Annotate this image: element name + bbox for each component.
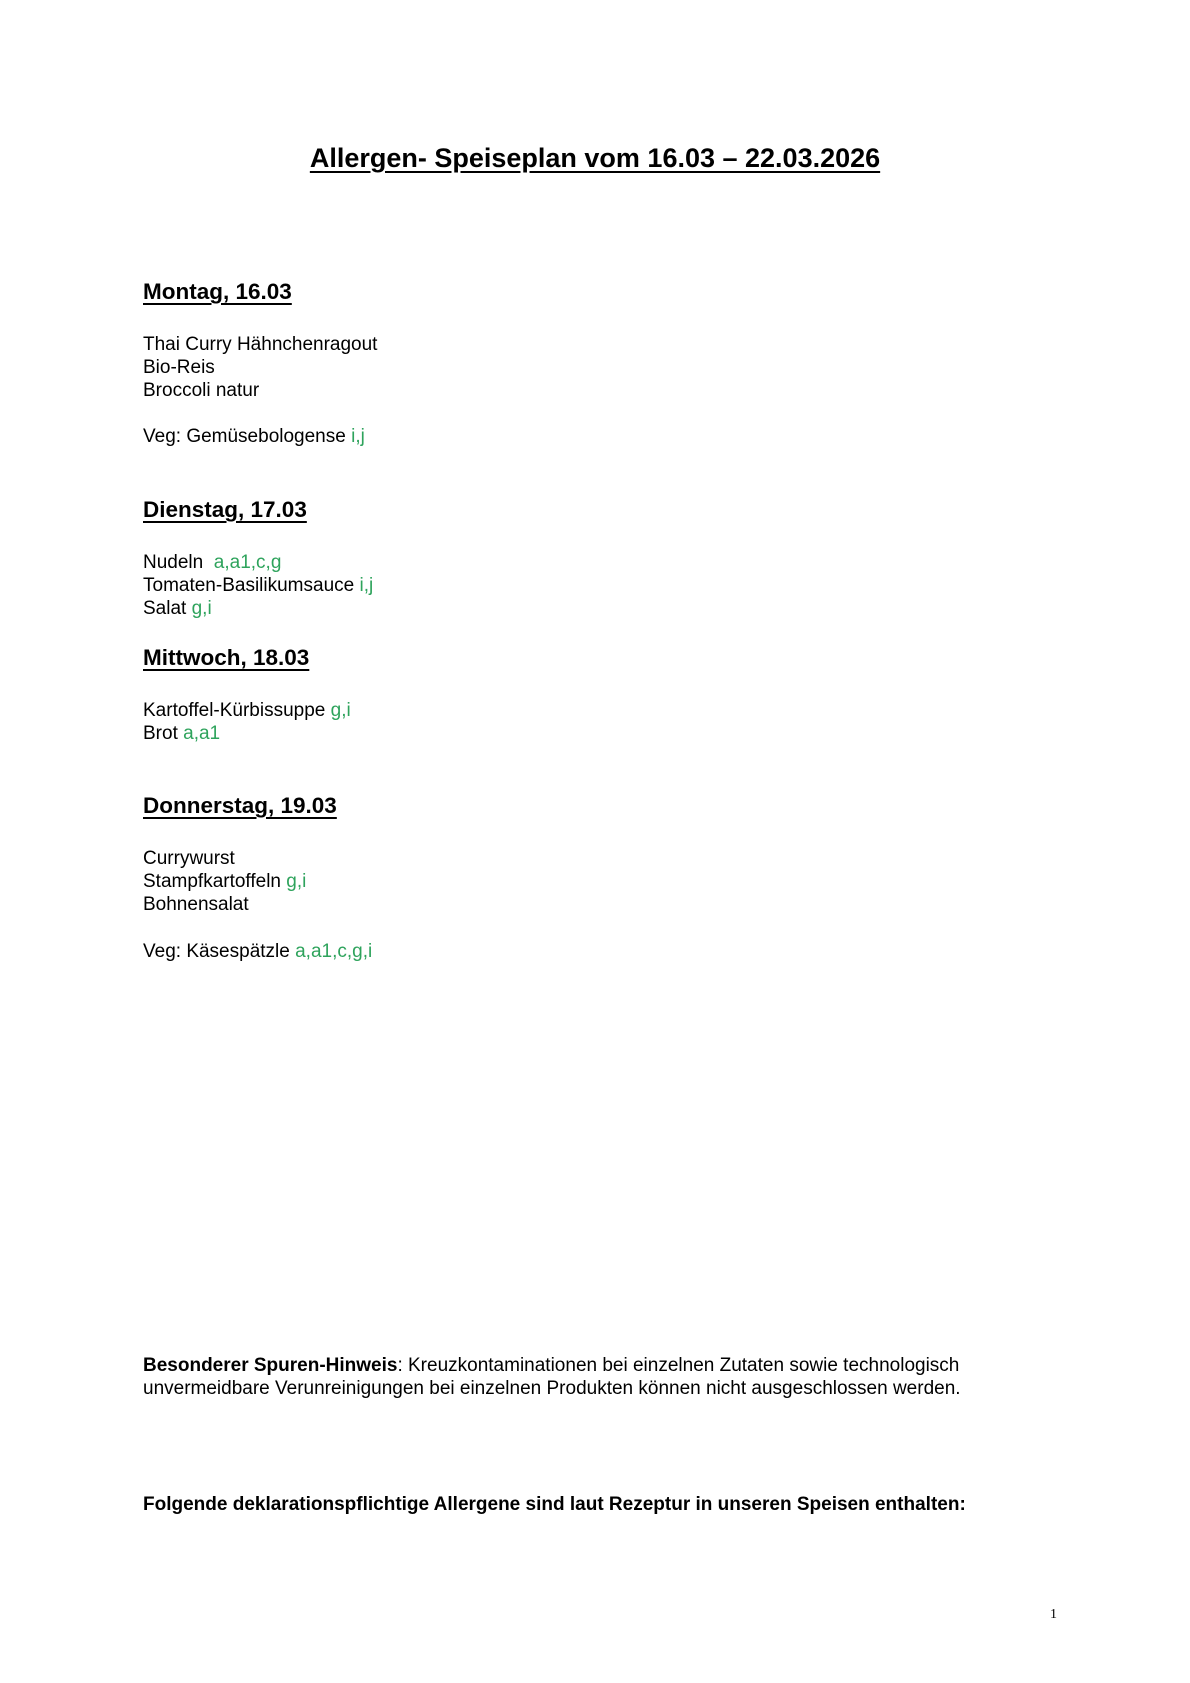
menu-item: Kartoffel-Kürbissuppe g,i <box>143 700 351 721</box>
traces-note-text: : Kreuzkontaminationen bei einzelnen Zutaten sowie technologisch unvermeidbare Verunreinigungen bei einzelnen Produkten können nicht ausgeschlossen werden. <box>143 1355 961 1399</box>
traces-note <box>143 1354 1073 1400</box>
day-heading-tuesday: Dienstag, 17.03 <box>143 497 307 522</box>
day-heading-thursday: Donnerstag, 19.03 <box>143 793 337 818</box>
menu-item-veg: Veg: Käsespätzle a,a1,c,g,i <box>143 941 373 962</box>
menu-item: Currywurst <box>143 848 235 869</box>
day-heading-monday: Montag, 16.03 <box>143 279 292 304</box>
allergen-codes: g,i <box>286 871 307 892</box>
allergen-codes: a,a1 <box>183 723 221 744</box>
menu-item: Broccoli natur <box>143 380 260 401</box>
allergen-codes: i,j <box>359 575 374 596</box>
page-title: Allergen- Speiseplan vom 16.03 – 22.03.2026 <box>309 143 881 173</box>
allergen-declaration: Folgende deklarationspflichtige Allergene sind laut Rezeptur in unseren Speisen enthalten: <box>143 1494 966 1515</box>
menu-item: Tomaten-Basilikumsauce i,j <box>143 575 374 596</box>
menu-item: Salat g,i <box>143 598 212 619</box>
menu-item: Bio-Reis <box>143 357 215 378</box>
allergen-codes: a,a1,c,g <box>213 552 282 573</box>
allergen-codes: i,j <box>351 426 365 447</box>
allergen-codes: g,i <box>330 700 351 721</box>
menu-item: Bohnensalat <box>143 894 249 915</box>
day-heading-wednesday: Mittwoch, 18.03 <box>143 645 310 670</box>
traces-note-label: Besonderer Spuren-Hinweis <box>143 1355 398 1376</box>
menu-item: Nudeln a,a1,c,g <box>143 552 282 573</box>
menu-item: Stampfkartoffeln g,i <box>143 871 307 892</box>
menu-item: Brot a,a1 <box>143 723 221 744</box>
allergen-codes: g,i <box>191 598 212 619</box>
menu-item-veg: Veg: Gemüsebologense i,j <box>143 426 365 447</box>
menu-item: Thai Curry Hähnchenragout <box>143 334 378 355</box>
allergen-codes: a,a1,c,g,i <box>295 941 373 962</box>
page-number: 1 <box>1050 1607 1057 1622</box>
